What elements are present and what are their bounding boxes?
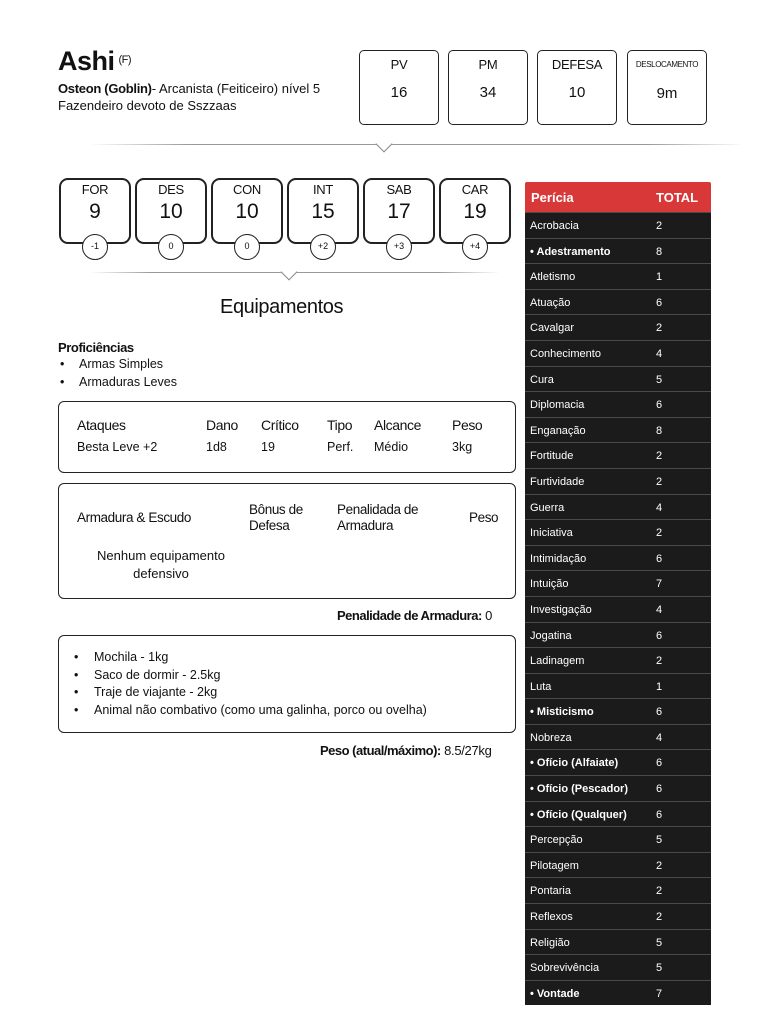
attacks-header: Ataques — [77, 417, 126, 433]
skill-name: Intimidação — [530, 552, 587, 565]
character-origin-deity: Fazendeiro devoto de Sszzaas — [58, 98, 237, 113]
skill-total: 2 — [656, 859, 663, 872]
skill-total: 6 — [656, 783, 663, 796]
skill-total: 2 — [656, 885, 663, 898]
character-race: Osteon (Goblin) — [58, 81, 152, 96]
skill-name: Guerra — [530, 501, 565, 514]
table-row — [525, 980, 711, 1006]
stat-value: 10 — [568, 84, 586, 101]
attribute-label: INT — [312, 182, 334, 197]
skill-total: 7 — [656, 578, 663, 591]
table-row — [525, 519, 711, 545]
skill-name: Fortitude — [530, 450, 574, 463]
skill-total: 5 — [656, 962, 663, 975]
items-list — [74, 650, 427, 720]
skill-total: 8 — [656, 424, 663, 437]
table-row — [525, 673, 711, 699]
list-item: • Saco de dormir - 2.5kg — [74, 668, 427, 686]
weight-summary — [320, 743, 492, 758]
armor-header: Armadura & Escudo — [77, 510, 192, 525]
skill-total: 4 — [656, 501, 663, 514]
table-row — [525, 391, 711, 417]
attack-damage: 1d8 — [206, 440, 227, 454]
skill-name: Atletismo — [530, 271, 576, 284]
table-row — [525, 801, 711, 827]
skill-total: 1 — [656, 271, 663, 284]
skills-rows — [525, 212, 711, 1005]
attribute-value: 15 — [311, 200, 335, 223]
skill-name: Cavalgar — [530, 322, 575, 335]
weight-header: Peso — [452, 417, 483, 433]
skill-name: • Vontade — [530, 987, 580, 1000]
attack-type: Perf. — [327, 440, 354, 454]
attribute-label: DES — [158, 182, 184, 197]
skill-name: Atuação — [530, 296, 571, 309]
skills-table — [525, 182, 711, 1005]
attribute-modifier-for: -1 — [82, 234, 108, 260]
attribute-modifier-int: +2 — [310, 234, 336, 260]
skill-name: • Adestramento — [530, 245, 611, 258]
skill-name: Reflexos — [530, 911, 573, 924]
attribute-modifier-des: 0 — [158, 234, 184, 260]
attribute-value: 17 — [387, 200, 411, 223]
table-row — [525, 340, 711, 366]
skill-name: Nobreza — [530, 731, 572, 744]
table-row — [525, 289, 711, 315]
skill-total: 5 — [656, 834, 663, 847]
type-header: Tipo — [327, 417, 353, 433]
attack-range: Médio — [374, 440, 409, 454]
table-row — [525, 724, 711, 750]
table-row — [525, 468, 711, 494]
character-name — [58, 46, 131, 77]
skill-total: 6 — [656, 757, 663, 770]
skill-total: 2 — [656, 475, 663, 488]
table-row — [525, 570, 711, 596]
skill-name: • Ofício (Pescador) — [530, 783, 628, 796]
skill-total: 7 — [656, 987, 663, 1000]
skill-name: Pilotagem — [530, 859, 579, 872]
attribute-label: CAR — [461, 182, 489, 197]
table-row — [525, 622, 711, 648]
table-row — [525, 442, 711, 468]
attribute-value: 9 — [89, 200, 101, 223]
stat-box-defesa — [537, 50, 617, 125]
skill-total: 6 — [656, 399, 663, 412]
skill-name: Furtividade — [530, 475, 585, 488]
critical-header: Crítico — [261, 417, 299, 433]
attribute-value: 10 — [235, 200, 259, 223]
table-row — [525, 238, 711, 264]
table-row — [525, 954, 711, 980]
damage-header: Dano — [206, 417, 238, 433]
stat-label: PM — [478, 57, 498, 72]
skill-total: 2 — [656, 655, 663, 668]
header-divider — [90, 144, 745, 145]
stat-label: PV — [390, 57, 408, 72]
skill-name: Intuição — [530, 578, 569, 591]
skill-name: Religião — [530, 936, 570, 949]
skill-name: • Ofício (Qualquer) — [530, 808, 627, 821]
attribute-value: 10 — [159, 200, 183, 223]
armor-weight-header: Peso — [469, 510, 499, 525]
skill-name: Diplomacia — [530, 399, 585, 412]
skills-header-skill: Perícia — [531, 190, 574, 205]
skill-name: • Ofício (Alfaiate) — [530, 757, 619, 770]
skill-total: 6 — [656, 706, 663, 719]
armor-penalty-label: Penalidade de Armadura: — [337, 608, 482, 623]
list-item: • Mochila - 1kg — [74, 650, 427, 668]
proficiencies-title: Proficiências — [58, 340, 134, 355]
skill-total: 4 — [656, 731, 663, 744]
stat-box-pv — [359, 50, 439, 125]
skill-name: Pontaria — [530, 885, 571, 898]
table-row — [525, 545, 711, 571]
table-row — [525, 877, 711, 903]
skill-name: • Misticismo — [530, 706, 594, 719]
table-row — [525, 903, 711, 929]
weight-label: Peso (atual/máximo): — [320, 743, 441, 758]
header-divider-notch — [376, 136, 393, 153]
table-row — [525, 417, 711, 443]
armor-penalty-summary — [337, 608, 492, 623]
character-name-text: Ashi — [58, 46, 115, 76]
character-race-class — [58, 81, 320, 96]
skills-table-header — [525, 182, 711, 212]
attack-weight: 3kg — [452, 440, 473, 454]
skill-name: Cura — [530, 373, 554, 386]
stat-value: 9m — [656, 85, 678, 102]
skill-total: 6 — [656, 296, 663, 309]
list-item: • Traje de viajante - 2kg — [74, 685, 427, 703]
attribute-modifier-sab: +3 — [386, 234, 412, 260]
table-row — [525, 647, 711, 673]
skill-total: 2 — [656, 911, 663, 924]
skill-total: 5 — [656, 373, 663, 386]
attribute-label: CON — [233, 182, 261, 197]
skill-name: Ladinagem — [530, 655, 585, 668]
stat-label: DEFESA — [551, 57, 603, 72]
skill-total: 6 — [656, 552, 663, 565]
table-row — [525, 366, 711, 392]
armor-penalty-value: 0 — [485, 608, 493, 623]
list-item: • Armas Simples — [58, 357, 177, 375]
skill-name: Conhecimento — [530, 347, 601, 360]
skill-total: 1 — [656, 680, 663, 693]
attacks-panel — [58, 401, 516, 473]
attribute-label: FOR — [81, 182, 109, 197]
skill-name: Iniciativa — [530, 527, 573, 540]
stat-box-pm — [448, 50, 528, 125]
skill-total: 4 — [656, 603, 663, 616]
skills-header-total: TOTAL — [656, 190, 699, 205]
skill-total: 4 — [656, 347, 663, 360]
defense-bonus-header: Bônus de Defesa — [249, 502, 303, 533]
list-item: • Animal não combativo (como uma galinha, porco ou ovelha) — [74, 703, 427, 721]
character-class-level: - Arcanista (Feiticeiro) nível 5 — [151, 81, 321, 96]
skill-total: 6 — [656, 629, 663, 642]
weight-value: 8.5/27kg — [444, 743, 492, 758]
skill-total: 2 — [656, 450, 663, 463]
skill-name: Acrobacia — [530, 220, 579, 232]
skill-name: Jogatina — [530, 629, 572, 642]
table-row — [525, 263, 711, 289]
table-row — [525, 929, 711, 955]
skill-total: 6 — [656, 808, 663, 821]
attributes-divider-notch — [281, 264, 298, 281]
attribute-modifier-con: 0 — [234, 234, 260, 260]
attribute-label: SAB — [386, 182, 412, 197]
skill-name: Enganação — [530, 424, 586, 437]
table-row — [525, 698, 711, 724]
table-row — [525, 749, 711, 775]
equipment-title: Equipamentos — [220, 296, 344, 318]
stat-value: 34 — [479, 84, 497, 101]
skill-name: Investigação — [530, 603, 592, 616]
stat-label: DESLOCAMENTO — [635, 60, 699, 69]
table-row — [525, 826, 711, 852]
skill-total: 2 — [656, 322, 663, 335]
table-row — [525, 212, 711, 238]
armor-penalty-header: Penalidada de Armadura — [337, 502, 419, 533]
attribute-value: 19 — [463, 200, 487, 223]
proficiencies-list — [58, 357, 177, 393]
skill-name: Sobrevivência — [530, 962, 600, 975]
skill-total: 8 — [656, 245, 663, 258]
stat-value: 16 — [390, 84, 408, 101]
attack-name: Besta Leve +2 — [77, 440, 158, 454]
skill-total: 5 — [656, 936, 663, 949]
range-header: Alcance — [374, 417, 422, 433]
stat-box-deslocamento — [627, 50, 707, 125]
skill-total: 2 — [656, 527, 663, 540]
table-row — [525, 775, 711, 801]
attribute-modifier-car: +4 — [462, 234, 488, 260]
skill-name: Luta — [530, 680, 552, 693]
skill-name: Percepção — [530, 834, 583, 847]
table-row — [525, 852, 711, 878]
table-row — [525, 314, 711, 340]
armor-empty-text: Nenhum equipamento defensivo — [97, 548, 225, 581]
attack-critical: 19 — [261, 440, 275, 454]
table-row — [525, 494, 711, 520]
skill-total: 2 — [656, 220, 663, 232]
table-row — [525, 596, 711, 622]
character-gender: (F) — [118, 54, 132, 66]
list-item: • Armaduras Leves — [58, 375, 177, 393]
